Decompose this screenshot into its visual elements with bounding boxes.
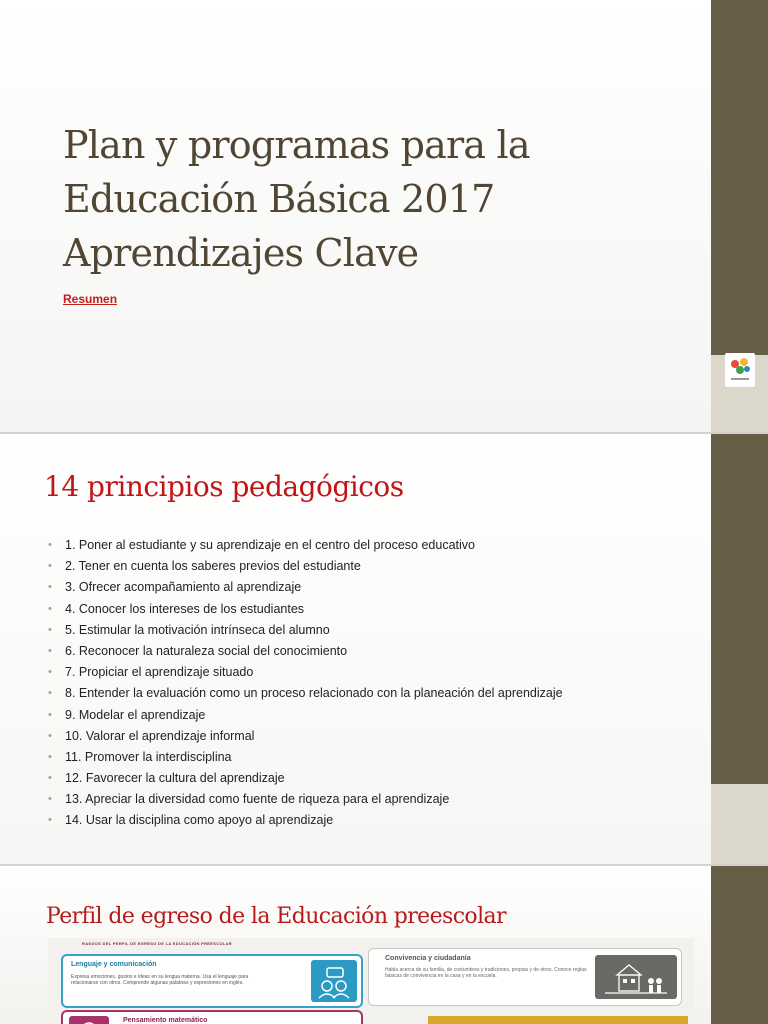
principles-list [48, 536, 563, 833]
slide-sidebar [711, 866, 768, 1024]
list-item: • 3. Ofrecer acompañamiento al aprendizaje [48, 580, 302, 595]
list-item: • 8. Entender la evaluación como un proceso relacionado con la planeación del aprendizaje [48, 686, 563, 701]
resumen-link[interactable]: Resumen [63, 292, 118, 306]
bullet-icon: • [48, 729, 52, 742]
poster-header: RASGOS DEL PERFIL DE EGRESO DE LA EDUCACIÓN PREESCOLAR [82, 941, 232, 946]
convivencia-card [368, 948, 682, 1006]
slide-sidebar [711, 434, 768, 864]
slide-title [0, 0, 768, 432]
poster-accent-strip [428, 1016, 688, 1024]
list-item: • 4. Conocer los intereses de los estudiantes [48, 601, 305, 616]
lenguaje-card [61, 954, 363, 1008]
pensamiento-card [61, 1010, 363, 1024]
card-text: Habla acerca de su familia, de costumbres y tradiciones, propias y de otros. Conoce reglas básicas de convivencia en la casa y en la escuela. [385, 967, 587, 979]
bullet-icon: • [48, 666, 52, 679]
profile-poster [48, 938, 694, 1024]
profile-heading: Perfil de egreso de la Educación preescolar [46, 904, 506, 929]
principles-heading: 14 principios pedagógicos [44, 470, 404, 503]
list-item: • 1. Poner al estudiante y su aprendizaje en el centro del proceso educativo [48, 538, 475, 552]
bullet-icon: • [48, 814, 52, 827]
list-item: • 12. Favorecer la cultura del aprendizaje [48, 771, 285, 786]
bullet-icon: • [48, 644, 52, 657]
bullet-icon: • [48, 708, 52, 721]
card-text: Expresa emociones, gustos e ideas en su lengua materna. Usa el lenguaje para relacionarse con otros. Comprende algunas palabras y expresiones en inglés. [71, 974, 249, 986]
card-title: Pensamiento matemático [123, 1017, 208, 1024]
sidebar-accent [711, 784, 768, 864]
bullet-icon: • [48, 687, 52, 700]
card-title: Convivencia y ciudadanía [385, 955, 471, 962]
math-icon [69, 1016, 109, 1024]
list-item: • 13. Apreciar la diversidad como fuente de riqueza para el aprendizaje [48, 792, 450, 807]
list-item: • 7. Propiciar el aprendizaje situado [48, 665, 254, 680]
list-item: • 5. Estimular la motivación intrínseca del alumno [48, 622, 330, 637]
list-item: • 11. Promover la interdisciplina [48, 749, 232, 764]
bullet-icon: • [48, 750, 52, 763]
list-item: • 14. Usar la disciplina como apoyo al aprendizaje [48, 813, 334, 828]
list-item: • 9. Modelar el aprendizaje [48, 707, 206, 722]
list-item: • 2. Tener en cuenta los saberes previos del estudiante [48, 559, 361, 574]
bullet-icon: • [48, 793, 52, 806]
bullet-icon: • [48, 581, 52, 594]
title-line: Plan y programas para la [63, 123, 530, 167]
title-line: Aprendizajes Clave [63, 231, 419, 275]
logo-icon [725, 353, 755, 387]
list-item: • 6. Reconocer la naturaleza social del conocimiento [48, 643, 348, 658]
bullet-icon: • [48, 623, 52, 636]
community-icon [595, 955, 677, 999]
presentation-title [63, 118, 683, 280]
card-title: Lenguaje y comunicación [71, 961, 157, 968]
bullet-icon: • [48, 772, 52, 785]
bullet-icon: • [48, 602, 52, 615]
bullet-icon: • [48, 539, 52, 551]
communication-icon [311, 960, 357, 1002]
bullet-icon: • [48, 560, 52, 573]
list-item: • 10. Valorar el aprendizaje informal [48, 728, 255, 743]
title-line: Educación Básica 2017 [63, 177, 495, 221]
